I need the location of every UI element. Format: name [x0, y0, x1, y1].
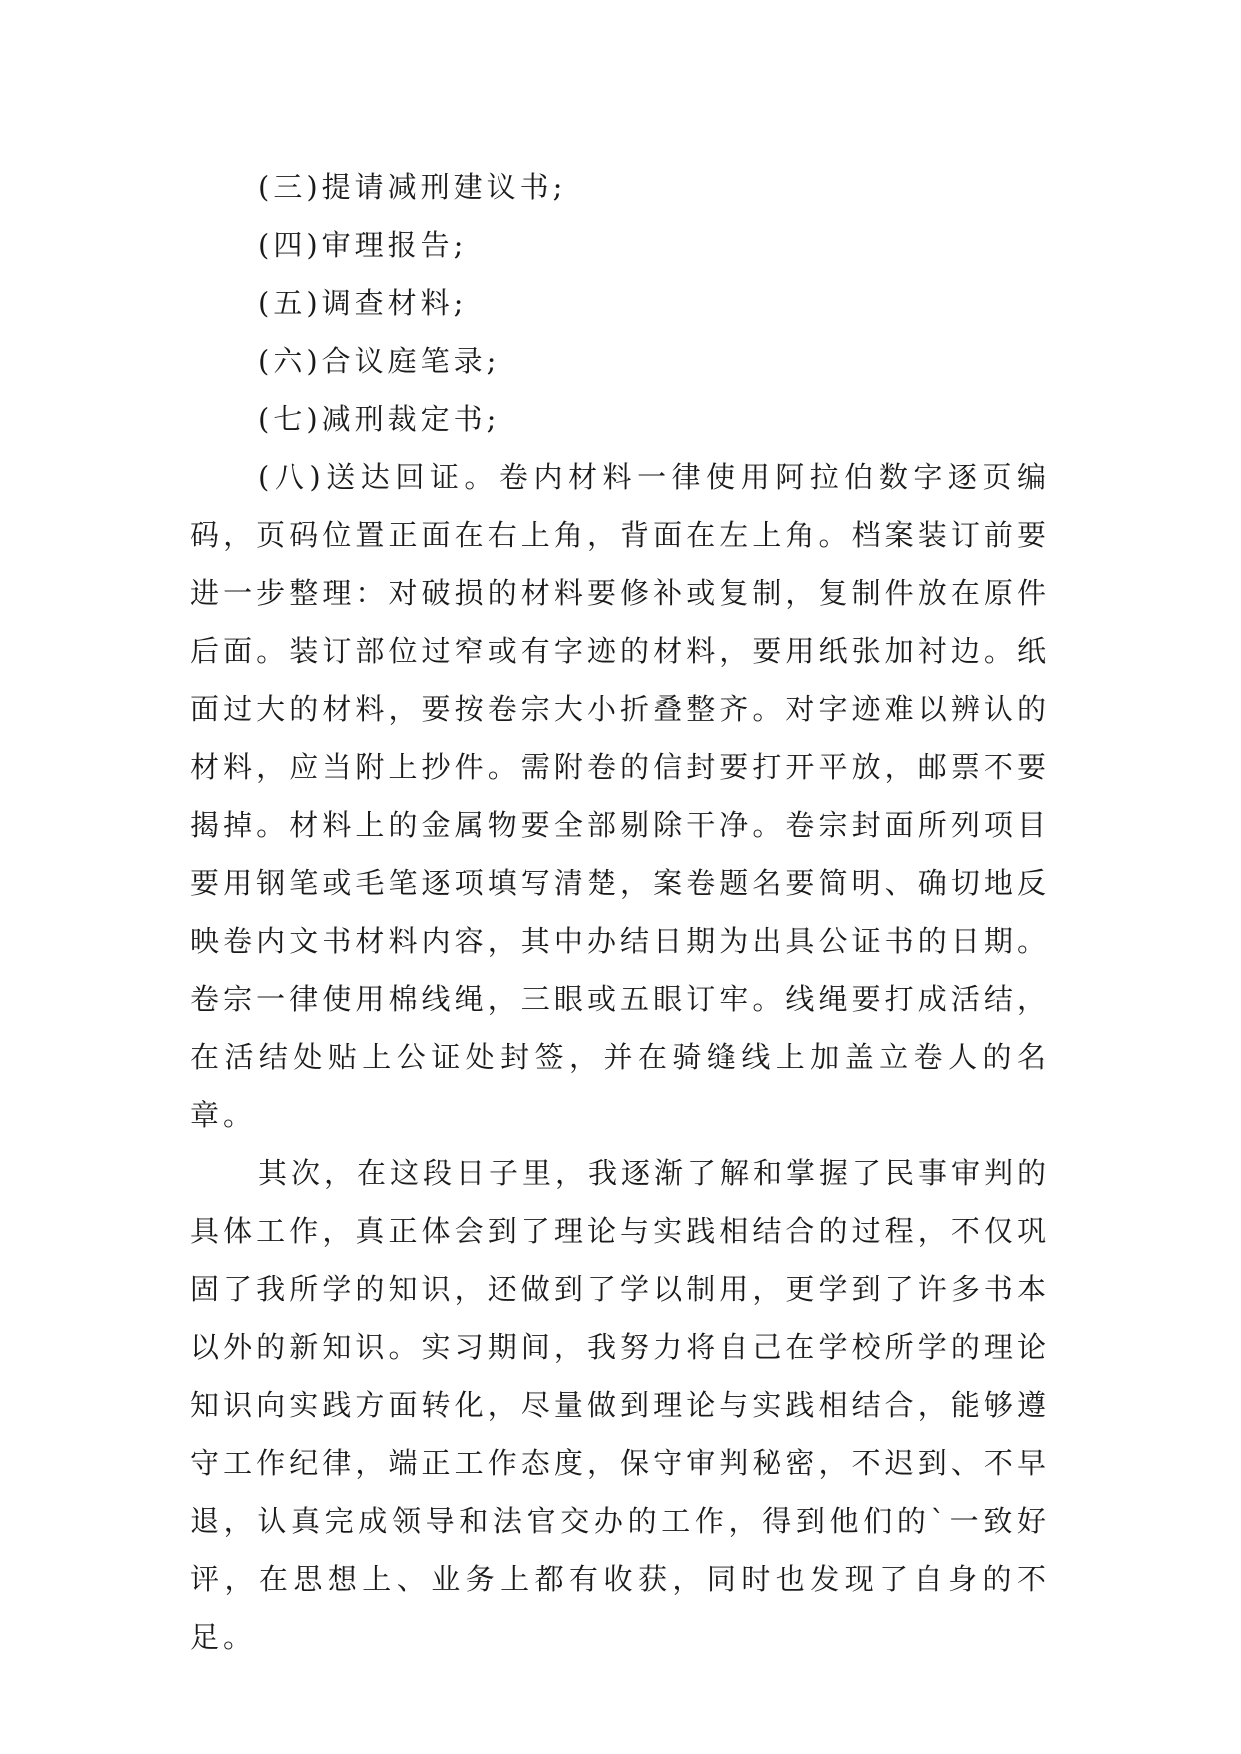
list-item: (五)调查材料; — [258, 286, 468, 320]
list-item: (三)提请减刑建议书; — [258, 170, 567, 204]
body-paragraph: (八)送达回证。卷内材料一律使用阿拉伯数字逐页编码，页码位置正面在右上角，背面在左上角。档案装订前要进一步整理：对破损的材料要修补或复制，复制件放在原件后面。装订部位过窄或有字迹的材料，要用纸张加衬边。纸面过大的材料，要按卷宗大小折叠整齐。对字迹难以辨认的材料，应当附上抄件。需附卷的信封要打开平放，邮票不要揭掉。材料上的金属物要全部剔除干净。卷宗封面所列项目要用钢笔或毛笔逐项填写清楚，案卷题名要简明、确切地反映卷内文书材料内容，其中办结日期为出具公证书的日期。卷宗一律使用棉线绳，三眼或五眼订牢。线绳要打成活结，在活结处贴上公证处封签，并在骑缝线上加盖立卷人的名章。 — [190, 460, 1050, 1132]
list-item: (六)合议庭笔录; — [258, 344, 501, 378]
document-body — [190, 158, 1050, 1666]
list-item: (四)审理报告; — [258, 228, 468, 262]
list-item: (七)减刑裁定书; — [258, 402, 501, 436]
body-paragraph: 其次，在这段日子里，我逐渐了解和掌握了民事审判的具体工作，真正体会到了理论与实践相结合的过程，不仅巩固了我所学的知识，还做到了学以制用，更学到了许多书本以外的新知识。实习期间，我努力将自己在学校所学的理论知识向实践方面转化，尽量做到理论与实践相结合，能够遵守工作纪律，端正工作态度，保守审判秘密，不迟到、不早退，认真完成领导和法官交办的工作，得到他们的`一致好评，在思想上、业务上都有收获，同时也发现了自身的不足。 — [190, 1156, 1051, 1654]
